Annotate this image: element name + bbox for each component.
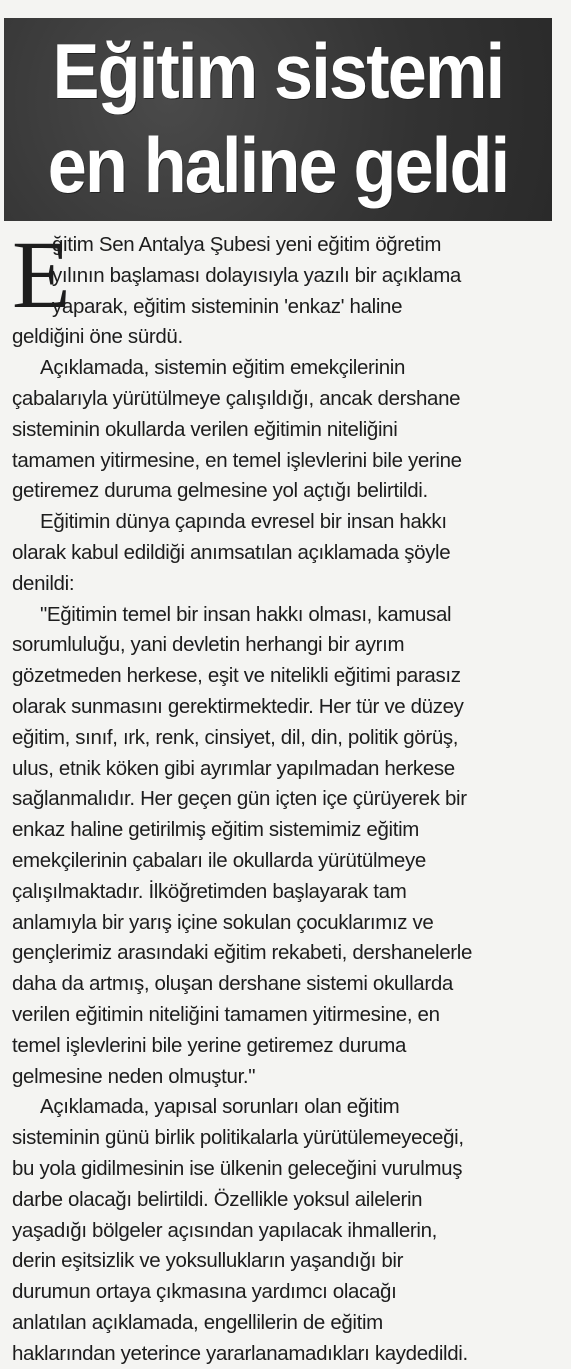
article-line: sağlanmalıdır. Her geçen gün içten içe çürüyerek bir: [12, 787, 467, 811]
article-line: Eğitimin dünya çapında evresel bir insan hakkı: [40, 510, 447, 534]
article-line: enkaz haline getirilmiş eğitim sistemimiz eğitim: [12, 818, 419, 842]
article-line: gözetmeden herkese, eşit ve nitelikli eğitimi parasız: [12, 664, 461, 688]
headline-banner: [4, 18, 552, 221]
article-line: sorumluluğu, yani devletin herhangi bir ayrım: [12, 633, 405, 657]
article-line: emekçilerinin çabaları ile okullarda yürütülmeye: [12, 848, 426, 872]
article-line: sisteminin okullarda verilen eğitimin niteliğini: [12, 417, 398, 441]
article-line: çalışılmaktadır. İlköğretimden başlayarak tam: [12, 879, 407, 903]
article-line: yaparak, eğitim sisteminin 'enkaz' haline: [52, 294, 403, 318]
article-line: yaşadığı bölgeler açısından yapılacak ihmallerin,: [12, 1218, 437, 1242]
article-line: olarak kabul edildiği anımsatılan açıklamada şöyle: [12, 540, 451, 564]
article-line: daha da artmış, oluşan dershane sistemi okullarda: [12, 972, 453, 996]
article-line: olarak sunmasını gerektirmektedir. Her tür ve düzey: [12, 694, 464, 718]
article-line: getiremez duruma gelmesine yol açtığı belirtildi.: [12, 479, 428, 503]
drop-cap: E: [12, 221, 71, 328]
article-line: denildi:: [12, 571, 75, 595]
article-line: derin eşitsizlik ve yoksullukların yaşandığı bir: [12, 1249, 404, 1273]
article-line: anlamıyla bir yarış içine sokulan çocuklarımız ve: [12, 910, 434, 934]
article-line: ğitim Sen Antalya Şubesi yeni eğitim öğretim: [52, 233, 442, 256]
article-line: Açıklamada, yapısal sorunları olan eğitim: [40, 1095, 400, 1119]
headline-line-1: Eğitim sistemi: [52, 27, 504, 115]
headline-line-2: en haline geldi: [47, 121, 509, 209]
article-line: durumun ortaya çıkmasına yardımcı olacağı: [12, 1280, 397, 1304]
article-line: eğitim, sınıf, ırk, renk, cinsiyet, dil, din, politik görüş,: [12, 725, 459, 749]
article-line: Açıklamada, sistemin eğitim emekçilerinin: [40, 356, 406, 380]
article-line: gelmesine neden olmuştur.": [12, 1064, 256, 1088]
article-line: gençlerimiz arasındaki eğitim rekabeti, dershanelerle: [12, 941, 473, 965]
article-line: haklarından yeterince yararlanamadıkları kaydedildi.: [12, 1341, 468, 1365]
article-line: geldiğini öne sürdü.: [12, 325, 183, 349]
article-line: "Eğitimin temel bir insan hakkı olması, kamusal: [40, 602, 452, 626]
article-line: verilen eğitimin niteliğini tamamen yitirmesine, en: [12, 1002, 440, 1026]
article-line: çabalarıyla yürütülmeye çalışıldığı, ancak dershane: [12, 386, 461, 410]
article-line: sisteminin günü birlik politikalarla yürütülemeyeceği,: [12, 1126, 464, 1150]
article-line: ulus, etnik köken gibi ayrımlar yapılmadan herkese: [12, 756, 455, 780]
article-line: yılının başlaması dolayısıyla yazılı bir açıklama: [52, 263, 461, 287]
article-line: temel işlevlerini bile yerine getiremez duruma: [12, 1033, 407, 1057]
article-line: bu yola gidilmesinin ise ülkenin geleceğini vurulmuş: [12, 1156, 463, 1180]
article-line: tamamen yitirmesine, en temel işlevlerini bile yerine: [12, 448, 462, 472]
article-body: [12, 221, 560, 1369]
article-line: darbe olacağı belirtildi. Özellikle yoksul ailelerin: [12, 1187, 423, 1211]
article-line: anlatılan açıklamada, engellilerin de eğitim: [12, 1310, 383, 1334]
